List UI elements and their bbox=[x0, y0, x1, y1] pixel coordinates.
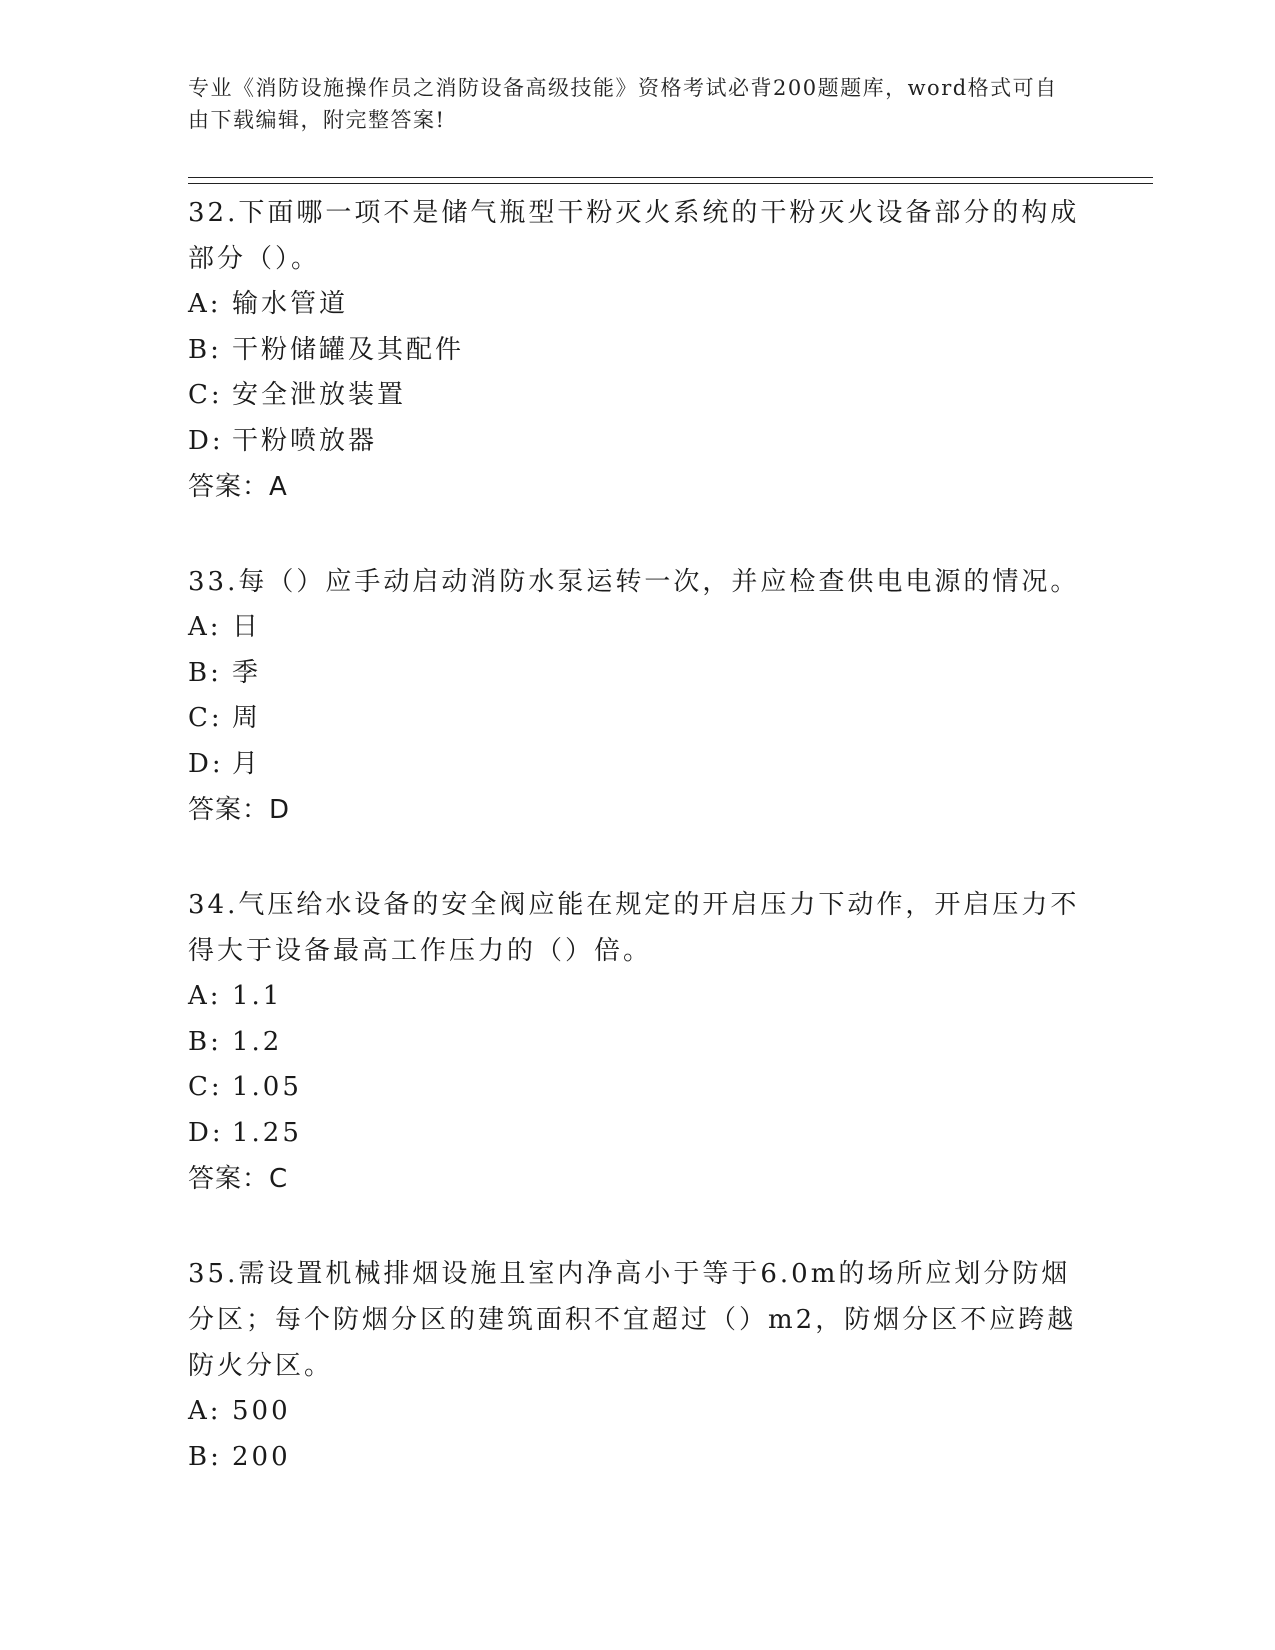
question-stem: 35.需设置机械排烟设施且室内净高小于等于6.0m的场所应划分防烟分区；每个防烟分区的建筑面积不宜超过（）m2，防烟分区不应跨越防火分区。 bbox=[188, 1259, 1077, 1381]
option-b bbox=[188, 651, 1088, 697]
option-letter: B: bbox=[188, 657, 222, 688]
option-text: 1.2 bbox=[232, 1026, 283, 1057]
question-32 bbox=[188, 190, 1088, 510]
option-letter: B: bbox=[188, 1441, 222, 1472]
option-text: 500 bbox=[232, 1396, 291, 1426]
option-text: 周 bbox=[232, 703, 262, 733]
question-list bbox=[188, 190, 1088, 1529]
option-letter: D: bbox=[188, 425, 224, 456]
option-letter: A: bbox=[188, 612, 222, 642]
option-text: 季 bbox=[232, 657, 262, 688]
option-letter: C: bbox=[188, 380, 223, 410]
option-text: 1.05 bbox=[232, 1072, 302, 1102]
option-letter: A: bbox=[188, 1396, 222, 1426]
option-a bbox=[188, 605, 1088, 651]
question-35 bbox=[188, 1251, 1088, 1480]
answer: 答案：A bbox=[188, 472, 288, 502]
question-stem: 32.下面哪一项不是储气瓶型干粉灭火系统的干粉灭火设备部分的构成部分（）。 bbox=[188, 198, 1080, 274]
option-text: 1.25 bbox=[232, 1117, 302, 1148]
answer: 答案：C bbox=[188, 1164, 289, 1194]
question-34 bbox=[188, 882, 1088, 1202]
header-divider bbox=[188, 177, 1153, 184]
option-letter: A: bbox=[188, 289, 222, 319]
option-b bbox=[188, 1435, 1088, 1481]
option-text: 1.1 bbox=[232, 981, 283, 1011]
option-text: 安全泄放装置 bbox=[232, 380, 407, 410]
option-letter: A: bbox=[188, 981, 222, 1011]
option-d bbox=[188, 419, 1088, 465]
option-text: 日 bbox=[232, 612, 262, 642]
option-letter: C: bbox=[188, 703, 223, 733]
option-letter: D: bbox=[188, 1117, 224, 1148]
option-c bbox=[188, 696, 1088, 742]
option-a bbox=[188, 974, 1088, 1020]
option-text: 干粉储罐及其配件 bbox=[232, 334, 465, 365]
option-letter: C: bbox=[188, 1072, 223, 1102]
option-text: 月 bbox=[232, 748, 262, 779]
option-d bbox=[188, 742, 1088, 788]
question-stem: 34.气压给水设备的安全阀应能在规定的开启压力下动作，开启压力不得大于设备最高工作压力的（）倍。 bbox=[188, 890, 1080, 966]
option-text: 干粉喷放器 bbox=[232, 425, 378, 456]
option-b bbox=[188, 1020, 1088, 1066]
option-text: 输水管道 bbox=[232, 289, 349, 319]
document-header: 专业《消防设施操作员之消防设备高级技能》资格考试必背200题题库，word格式可自由下载编辑，附完整答案! bbox=[188, 76, 1058, 132]
question-33 bbox=[188, 559, 1088, 833]
option-a bbox=[188, 1389, 1088, 1435]
option-text: 200 bbox=[232, 1441, 291, 1472]
option-c bbox=[188, 1065, 1088, 1111]
option-letter: D: bbox=[188, 748, 224, 779]
answer: 答案：D bbox=[188, 795, 291, 825]
option-a bbox=[188, 282, 1088, 328]
option-letter: B: bbox=[188, 334, 222, 365]
option-d bbox=[188, 1111, 1088, 1157]
option-letter: B: bbox=[188, 1026, 222, 1057]
option-b bbox=[188, 328, 1088, 374]
option-c bbox=[188, 373, 1088, 419]
question-stem: 33.每（）应手动启动消防水泵运转一次，并应检查供电电源的情况。 bbox=[188, 567, 1080, 597]
